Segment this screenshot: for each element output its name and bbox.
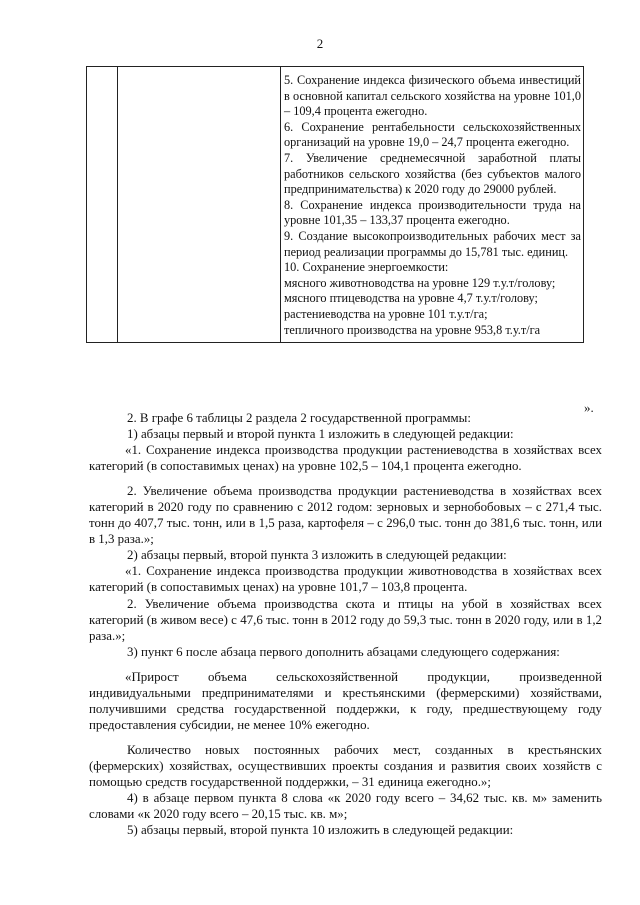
paragraph: «1. Сохранение индекса производства продукции растениеводства в хозяйствах всех категорий (в сопоставимых ценах) на уровне 102,5 – 104,1 процента ежегодно. [89, 443, 602, 474]
paragraph: 3) пункт 6 после абзаца первого дополнить абзацами следующего содержания: [127, 644, 560, 659]
table-cell-number [87, 67, 118, 343]
document-body [89, 410, 602, 838]
paragraph: 4) в абзаце первом пункта 8 слова «к 2020 году всего – 34,62 тыс. кв. м» заменить словами «к 2020 году всего – 20,15 тыс. кв. м»; [89, 791, 602, 822]
paragraph: 2) абзацы первый, второй пункта 3 изложить в следующей редакции: [127, 548, 507, 563]
indicator-10-poultry: мясного птицеводства на уровне 4,7 т.у.т/голову; [284, 291, 538, 306]
paragraph: «1. Сохранение индекса производства продукции животноводства в хозяйствах всех категорий (в сопоставимых ценах) на уровне 101,7 – 103,8 процента. [89, 564, 602, 595]
indicator-10-greenhouse: тепличного производства на уровне 953,8 т.у.т/га [284, 322, 541, 337]
paragraph: 5) абзацы первый, второй пункта 10 изложить в следующей редакции: [127, 823, 514, 838]
paragraph: «Прирост объема сельскохозяйственной продукции, произведенной индивидуальными предпринимателями и крестьянскими (фермерскими) хозяйствами, получившими средства государственной поддержки, к году, предшествующему году предоставления субсидии, не менее 10% ежегодно. [89, 669, 602, 732]
paragraph: 2. Увеличение объема производства скота и птицы на убой в хозяйствах всех категорий (в живом весе) с 47,6 тыс. тонн в 2012 году до 59,3 тыс. тонн в 2020 году, или в 1,2 раза.»; [89, 596, 602, 643]
paragraph: 1) абзацы первый и второй пункта 1 изложить в следующей редакции: [127, 427, 514, 442]
page-number: 2 [316, 36, 324, 51]
indicator-5: 5. Сохранение индекса физического объема инвестиций в основной капитал сельского хозяйства на уровне 101,0 – 109,4 процента ежегодно. [284, 73, 581, 119]
indicator-10-meat-livestock: мясного животноводства на уровне 129 т.у.т/голову; [284, 275, 556, 290]
indicator-10-crops: растениеводства на уровне 101 т.у.т/га; [284, 306, 488, 321]
continued-table [86, 66, 584, 343]
table-cell-indicators [281, 67, 584, 343]
indicator-10: 10. Сохранение энергоемкости: [284, 260, 449, 275]
indicator-8: 8. Сохранение индекса производительности труда на уровне 101,35 – 133,37 процента ежегодно. [284, 197, 581, 228]
indicator-9: 9. Создание высокопроизводительных рабочих мест за период реализации программы до 15,781 тыс. единиц. [284, 228, 581, 259]
paragraph: 2. В графе 6 таблицы 2 раздела 2 государственной программы: [127, 411, 471, 425]
table-row [87, 67, 584, 343]
indicator-7: 7. Увеличение среднемесячной заработной платы работников сельского хозяйства (без субъектов малого предпринимательства) к 2020 году до 29000 рублей. [284, 150, 581, 197]
paragraph: Количество новых постоянных рабочих мест, созданных в крестьянских (фермерских) хозяйствах, осуществивших проекты создания и развития своих хозяйств с помощью средств государственной поддержки, – 31 единица ежегодно.»; [89, 742, 602, 789]
paragraph: 2. Увеличение объема производства продукции растениеводства в хозяйствах всех категорий в 2020 году по сравнению с 2012 годом: зерновых и зернобобовых – с 271,4 тыс. тонн до 407,7 тыс. тонн, или в 1,5 раза, картофеля – с 296,0 тыс. тонн до 381,6 тыс. тонн, или в 1,3 раза.»; [89, 484, 602, 547]
indicator-6: 6. Сохранение рентабельности сельскохозяйственных организаций на уровне 19,0 – 24,7 процента ежегодно. [284, 119, 581, 150]
closing-quote-mark: ». [584, 400, 594, 415]
table-cell-name [118, 67, 281, 343]
